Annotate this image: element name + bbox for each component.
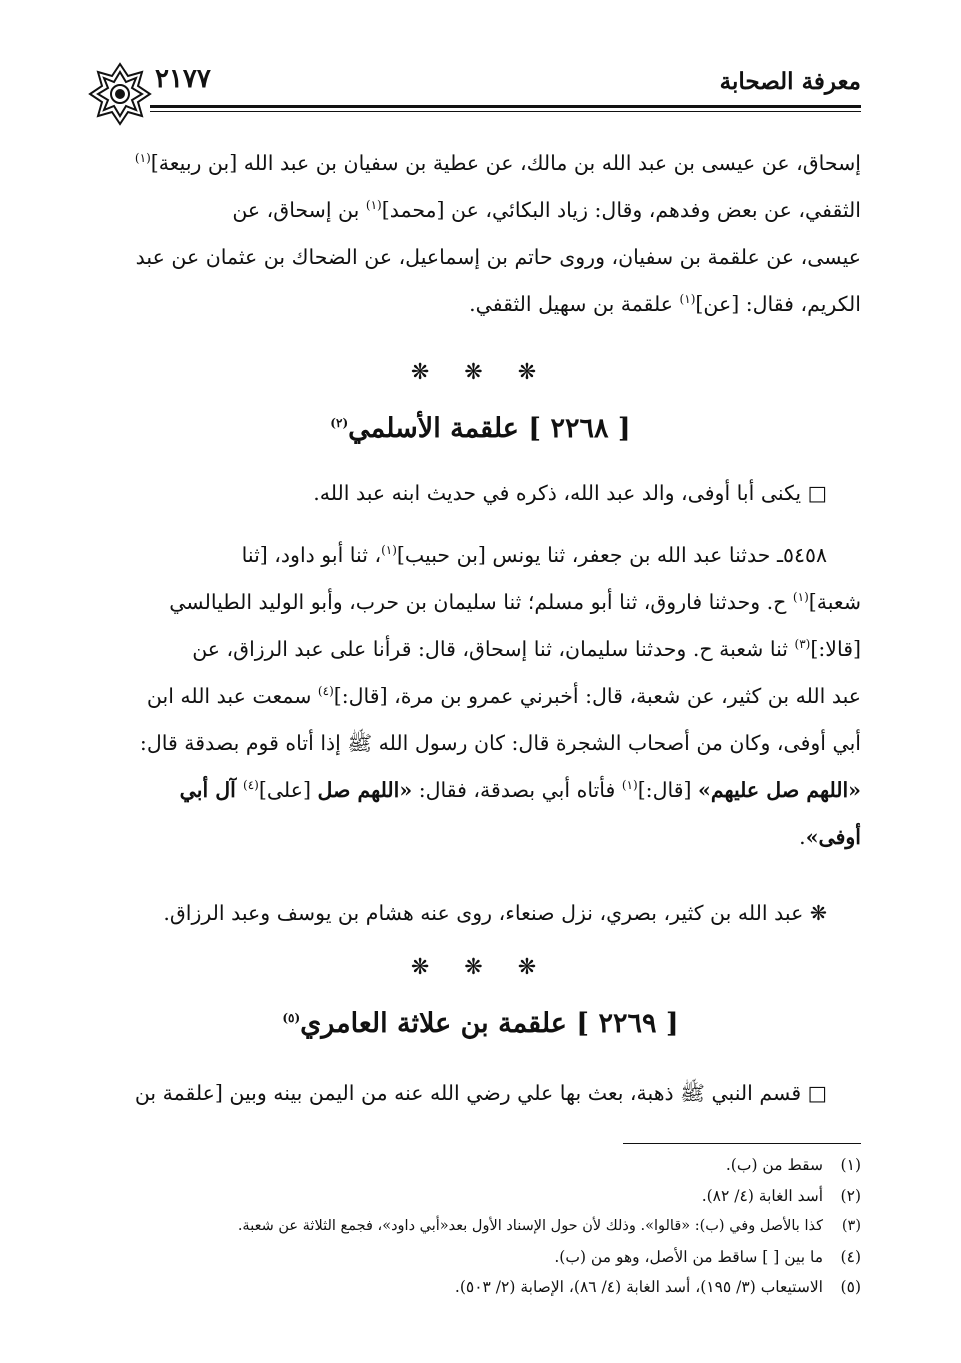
entry-intro: [100, 470, 861, 517]
header-rule-thin: [150, 111, 861, 112]
bold-quote: «اللهم صل: [317, 778, 413, 802]
footnote-text: ما بين [ ] ساقط من الأصل، وهو من (ب).: [554, 1247, 823, 1266]
text-line: أبي أوفى، وكان من أصحاب الشجرة قال: كان رسول الله ﷺ إذا أتاه قوم بصدقة قال:: [139, 731, 861, 755]
footnote-rule: [623, 1143, 861, 1144]
entry-intro: [100, 1070, 861, 1117]
entry-number: [ ٢٢٦٩ ]: [576, 1008, 679, 1039]
footnote-text: الاستيعاب (٣/ ١٩٥)، أسد الغابة (٤/ ٨٦)، الإصابة (٢/ ٥٠٣).: [454, 1278, 823, 1296]
paragraph-continuation: [100, 140, 861, 328]
bold-quote: أوفى»: [805, 825, 861, 849]
text-line: سمعت عبد الله ابن: [146, 684, 318, 708]
footnote: [100, 1181, 861, 1212]
footnote-number: (٥): [840, 1278, 861, 1296]
section-separator: ❋ ❋ ❋: [410, 955, 551, 980]
footnote-text: أسد الغابة (٤/ ٨٢).: [701, 1186, 823, 1205]
footnote-marker: (١): [792, 590, 809, 605]
text-line: فأتاه أبي بصدقة، فقال:: [412, 778, 622, 802]
footnote-marker: (١): [365, 198, 382, 213]
footnote-number: (٣): [841, 1218, 861, 1234]
footnote-number: (٢): [840, 1186, 861, 1205]
footnote: [100, 1150, 861, 1181]
footnote-marker: (٤): [317, 684, 334, 699]
hadith-paragraph: [100, 532, 861, 861]
text-line: إسحاق، عن عيسى بن عبد الله بن مالك، عن عطية بن سفيان بن عبد الله [بن ربيعة]: [150, 151, 861, 175]
footnote-text: سقط من (ب).: [725, 1156, 823, 1174]
entry-number: [ ٢٢٦٨ ]: [528, 413, 631, 444]
text-line: علقمة بن سهيل الثقفي.: [469, 292, 680, 316]
footnote-marker: (١): [381, 543, 397, 558]
bold-quote: آل أبي: [179, 778, 244, 802]
footnote: [100, 1211, 861, 1242]
header-rule: [150, 105, 861, 108]
text-line: عيسى، عن علقمة بن سفيان، وروى حاتم بن إسماعيل، عن الضحاك بن عثمان عن عبد: [135, 245, 861, 269]
text-line: ٥٤٥٨ـ حدثنا عبد الله بن جعفر، ثنا يونس [بن حبيب]: [396, 543, 827, 567]
text-line: ، ثنا أبو داود، [ثنا: [241, 543, 382, 567]
footnote: [100, 1242, 861, 1273]
book-title: معرفة الصحابة: [719, 68, 861, 95]
intro-text: □ قسم النبي ﷺ ذهبة، بعث بها علي رضي الله عنه من اليمن بينه وبين [علقمة بن: [134, 1081, 827, 1105]
text-line: بن إسحاق، عن: [232, 198, 366, 222]
text-line: [قال:]: [637, 778, 699, 802]
footnote-marker: (٢): [330, 416, 349, 430]
entry-name: علقمة الأسلمي: [348, 413, 529, 444]
footnotes: [100, 1150, 861, 1303]
text-line: ثنا شعبة ح. وحدثنا سليمان، ثنا إسحاق، قال: قرأنا على عبد الرزاق، عن: [192, 637, 795, 661]
footnote-marker: (١): [134, 151, 151, 166]
footnote-marker: (١): [679, 292, 696, 307]
footnote-marker: (٣): [794, 637, 811, 652]
text-line: الثقفي، عن بعض وفدهم، وقال: زياد البكائي، عن [محمد]: [381, 198, 861, 222]
bold-quote: «اللهم صل عليهم»: [698, 778, 861, 802]
text-line: [على]: [258, 778, 318, 802]
text-line: شعبة]: [808, 590, 861, 614]
page-number: ٢١٧٧: [155, 64, 211, 94]
footnote-marker: (١): [621, 778, 638, 793]
footnote-number: (٤): [840, 1247, 861, 1266]
text-line: .: [799, 825, 806, 849]
ornament-icon: [88, 62, 152, 126]
entry-name: علقمة بن علاثة العامري: [300, 1008, 577, 1039]
entry-heading: [100, 413, 861, 444]
footnote: [100, 1272, 861, 1303]
footnote-text: كذا بالأصل وفي (ب): «قالوا». وذلك لأن حول الإسناد الأول بعد«أبي داود»، فجمع الثلاثة عن شعبة.: [237, 1218, 823, 1234]
text-line: [قالا:]: [810, 637, 861, 661]
note-text: ❋ عبد الله بن كثير، بصري، نزل صنعاء، روى عنه هشام بن يوسف وعبد الرزاق.: [163, 901, 827, 925]
section-separator: ❋ ❋ ❋: [410, 360, 551, 385]
text-line: الكريم، فقال: [عن]: [695, 292, 861, 316]
entry-heading: [100, 1008, 861, 1039]
text-line: عبد الله بن كثير، عن شعبة، قال: أخبرني عمرو بن مرة، [قال:]: [333, 684, 861, 708]
intro-text: □ يكنى أبا أوفى، والد عبد الله، ذكره في حديث ابنه عبد الله.: [313, 481, 827, 505]
footnote-number: (١): [840, 1156, 861, 1174]
narrator-note: [100, 890, 861, 937]
footnote-marker: (٤): [243, 778, 259, 793]
text-line: ح. وحدثنا فاروق، ثنا أبو مسلم؛ ثنا سليمان بن حرب، وأبو الوليد الطيالسي: [169, 590, 793, 614]
footnote-marker: (٥): [282, 1011, 301, 1025]
